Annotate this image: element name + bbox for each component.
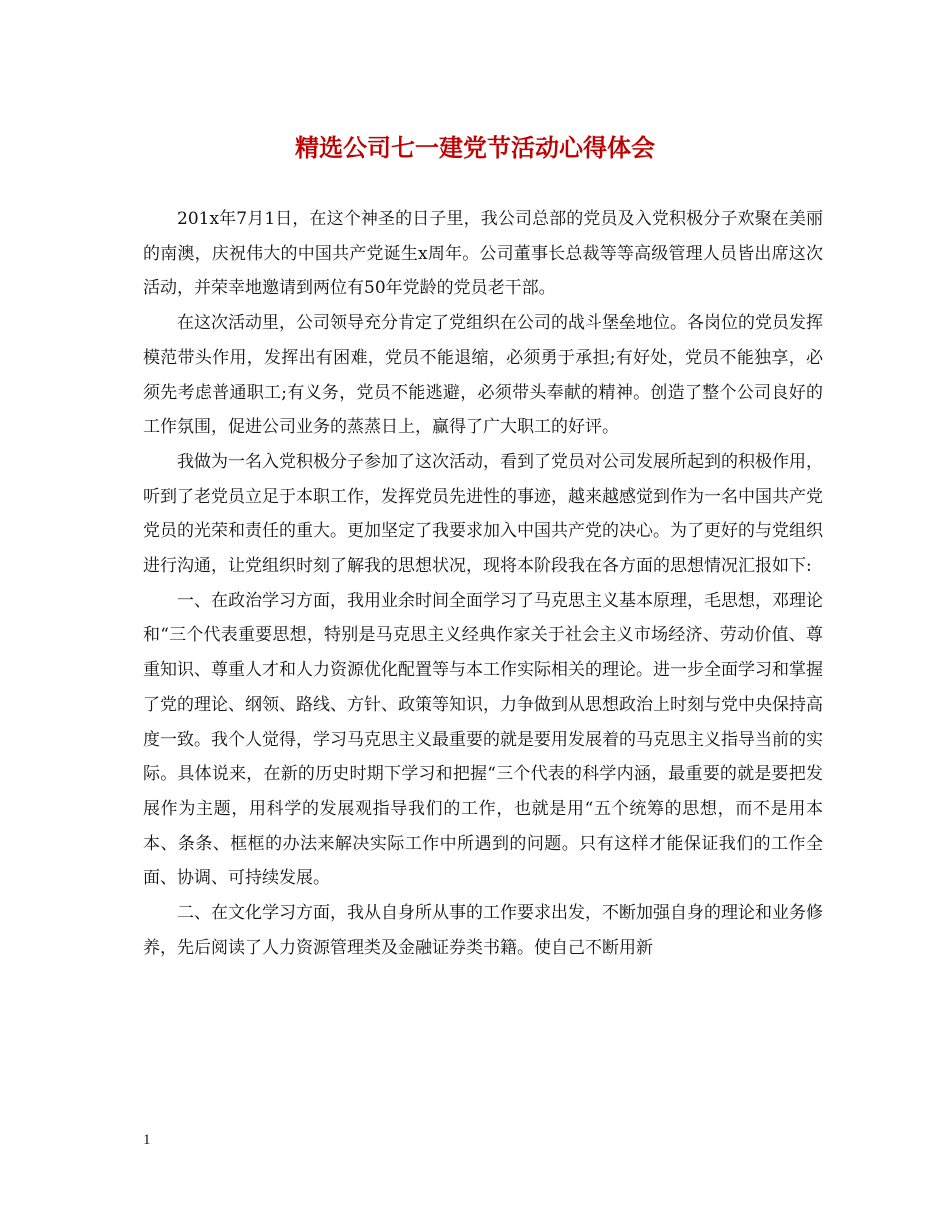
document-body: [143, 202, 823, 965]
paragraph-4: 一、在政治学习方面，我用业余时间全面学习了马克思主义基本原理，毛思想，邓理论和“三个代表重要思想，特别是马克思主义经典作家关于社会主义市场经济、劳动价值、尊重知识、尊重人才和人力资源优化配置等与本工作实际相关的理论。进一步全面学习和掌握了党的理论、纲领、路线、方针、政策等知识，力争做到从思想政治上时刻与党中央保持高度一致。我个人觉得，学习马克思主义最重要的就是要用发展着的马克思主义指导当前的实际。具体说来，在新的历史时期下学习和把握“三个代表的科学内涵，最重要的就是要把发展作为主题，用科学的发展观指导我们的工作，也就是用“五个统筹的思想，而不是用本本、条条、框框的办法来解决实际工作中所遇到的问题。只有这样才能保证我们的工作全面、协调、可持续发展。: [143, 590, 823, 889]
paragraph-2: 在这次活动里，公司领导充分肯定了党组织在公司的战斗堡垒地位。各岗位的党员发挥模范带头作用，发挥出有困难，党员不能退缩，必须勇于承担;有好处，党员不能独享，必须先考虑普通职工;有义务，党员不能逃避，必须带头奉献的精神。创造了整个公司良好的工作氛围，促进公司业务的蒸蒸日上，赢得了广大职工的好评。: [143, 313, 823, 438]
document-title: 精选公司七一建党节活动心得体会: [295, 133, 655, 162]
page-number: 1: [143, 1132, 151, 1148]
paragraph-1: 201x年7月1日，在这个神圣的日子里，我公司总部的党员及入党积极分子欢聚在美丽的南澳，庆祝伟大的中国共产党诞生x周年。公司董事长总裁等等高级管理人员皆出席这次活动，并荣幸地邀请到两位有50年党龄的党员老干部。: [143, 209, 823, 299]
paragraph-5: 二、在文化学习方面，我从自身所从事的工作要求出发，不断加强自身的理论和业务修养，先后阅读了人力资源管理类及金融证券类书籍。使自己不断用新: [143, 903, 823, 958]
paragraph-3: 我做为一名入党积极分子参加了这次活动，看到了党员对公司发展所起到的积极作用，听到了老党员立足于本职工作，发挥党员先进性的事迹，越来越感觉到作为一名中国共产党党员的光荣和责任的重大。更加坚定了我要求加入中国共产党的决心。为了更好的与党组织进行沟通，让党组织时刻了解我的思想状况，现将本阶段我在各方面的思想情况汇报如下:: [143, 451, 823, 577]
